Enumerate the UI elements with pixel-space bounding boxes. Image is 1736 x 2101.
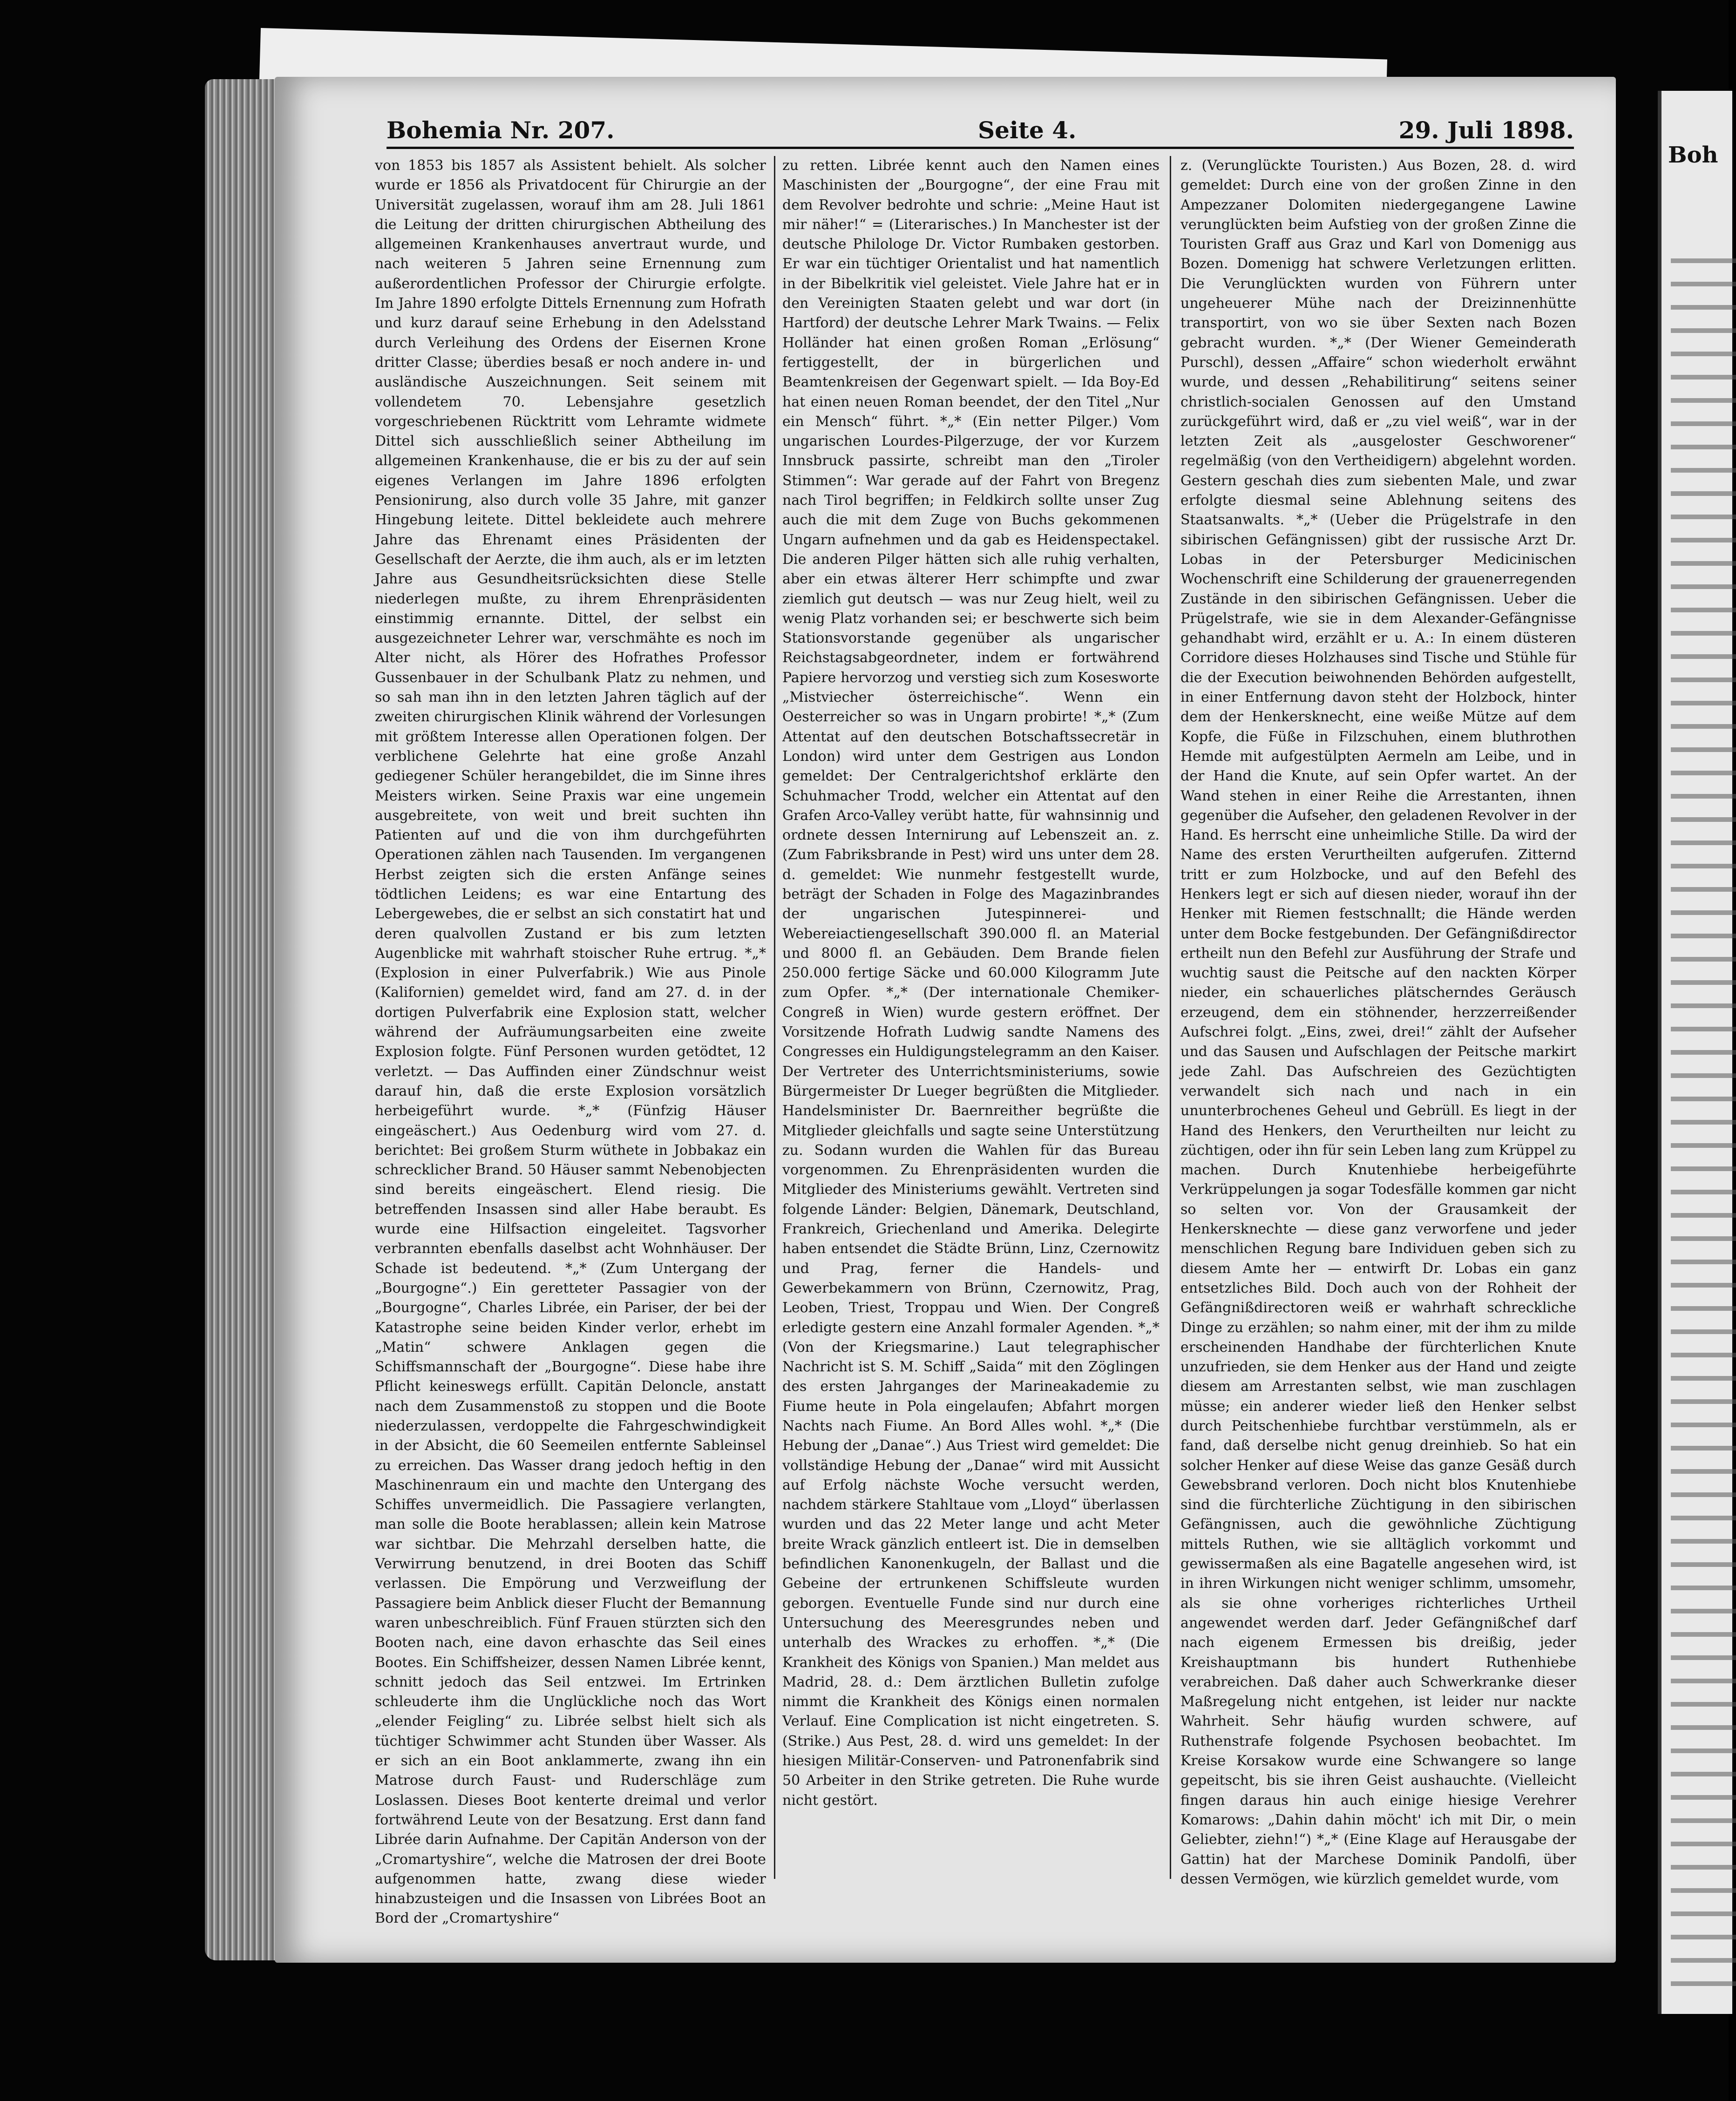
neighbor-page-header: Boh	[1668, 142, 1718, 168]
page-stack-edge	[205, 79, 279, 1960]
column-text: zu retten. Librée kennt auch den Namen eines Maschinisten der „Bourgogne“, der eine Frau mit dem Revolver bedrohte und schrie: „Meine Haut ist mir näher!“ = (Literarisches.) In Manchester ist der deutsche Philologe Dr. Victor Rumbaken gestorben. Er war ein tüchtiger Orientalist und hat namentlich in der Bibelkritik viel geleistet. Viele Jahre hat er in den Vereinigten Staaten gelebt und war dort (in Hartford) der deutsche Lehrer Mark Twains. — Felix Holländer hat einen großen Roman „Erlösung“ fertiggestellt, der in bürgerlichen und Beamtenkreisen der Gegenwart spielt. — Ida Boy-Ed hat einen neuen Roman beendet, der den Titel „Nur ein Mensch“ führt. *„* (Ein netter Pilger.) Vom ungarischen Lourdes-Pilgerzuge, der vor Kurzem Innsbruck passirte, schreibt man den „Tiroler Stimmen“: War gerade auf der Fahrt von Bregenz nach Tirol begriffen; in Feldkirch sollte unser Zug auch die mit dem Zuge von Buchs gekommenen Ungarn aufnehmen und da gab es Heidenspectakel. Die anderen Pilger hätten sich alle ruhig verhalten, aber ein etwas älterer Herr schimpfte und zwar ziemlich gut deutsch — was nur Zeug hielt, weil zu wenig Platz vorhanden sei; er beschwerte sich beim Stationsvorstande gegenüber als ungarischer Reichstagsabgeordneter, indem er fortwährend Papiere hervorzog und verstieg sich zum Kosesworte „Mistviecher österreichische“. Wenn ein Oesterreicher so was in Ungarn probirte! *„* (Zum Attentat auf den deutschen Botschaftssecretär in London) wird unter dem Gestrigen aus London gemeldet: Der Centralgerichtshof erklärte den Schuhmacher Trodd, welcher ein Attentat auf den Grafen Arco-Valley verübt hatte, für wahnsinnig und ordnete dessen Internirung auf Lebenszeit an. z. (Zum Fabriksbrande in Pest) wird uns unter dem 28. d. gemeldet: Wie nunmehr festgestellt wurde, beträgt der Schaden in Folge des Magazinbrandes der ungarischen Jutespinnerei- und Webereiactiengesellschaft 390.000 fl. an Material und 8000 fl. an Gebäuden. Dem Brande fielen 250.000 fertige Säcke und 60.000 Kilogramm Jute zum Opfer. *„* (Der internationale Chemiker-Congreß in Wien) wurde gestern eröffnet. Der Vorsitzende Hofrath Ludwig sandte Namens des Congresses ein Huldigungstelegramm an den Kaiser. Der Vertreter des Unterrichtsministeriums, sowie Bürgermeister Dr Lueger begrüßten die Mitglieder. Handelsminister Dr. Baernreither begrüßte die Mitglieder gleichfalls und sagte seine Unterstützung zu. Sodann wurden die Wahlen für das Bureau vorgenommen. Zu Ehrenpräsidenten wurden die Mitglieder des Ministeriums gewählt. Vertreten sind folgende Länder: Belgien, Dänemark, Deutschland, Frankreich, Griechenland und Amerika. Delegirte haben entsendet die Städte Brünn, Linz, Czernowitz und Prag, ferner die Handels- und Gewerbekammern von Brünn, Czernowitz, Prag, Leoben, Triest, Troppau und Wien. Der Congreß erledigte gestern eine Anzahl formaler Agenden. *„* (Von der Kriegsmarine.) Laut telegraphischer Nachricht ist S. M. Schiff „Saida“ mit den Zöglingen des ersten Jahrganges der Marineakademie zu Fiume heute in Pola eingelaufen; Abfahrt morgen Nachts nach Fiume. An Bord Alles wohl. *„* (Die Hebung der „Danae“.) Aus Triest wird gemeldet: Die vollständige Hebung der „Danae“ wird mit Aussicht auf Erfolg nächste Woche versucht werden, nachdem stärkere Stahltaue vom „Lloyd“ überlassen wurden und das 22 Meter lange und acht Meter breite Wrack gänzlich entleert ist. Die in demselben befindlichen Kanonenkugeln, der Ballast und die Gebeine der ertrunkenen Schiffsleute wurden geborgen. Eventuelle Funde sind nur durch eine Untersuchung des Meeresgrundes neben und unterhalb des Wrackes zu erhoffen. *„* (Die Krankheit des Königs von Spanien.) Man meldet aus Madrid, 28. d.: Dem ärztlichen Bulletin zufolge nimmt die Krankheit des Königs einen normalen Verlauf. Eine Complication ist nicht eingetreten. S. (Strike.) Aus Pest, 28. d. wird uns gemeldet: In der hiesigen Militär-Conserven- und Patronenfabrik sind 50 Arbeiter in den Strike getreten. Die Ruhe wurde nicht gestört.	[782, 157, 1160, 1809]
column-rule	[774, 156, 775, 1879]
text-column-1	[375, 156, 766, 1927]
neighbor-page	[1658, 91, 1732, 2014]
column-text: z. (Verunglückte Touristen.) Aus Bozen, 28. d. wird gemeldet: Durch eine von der großen Zinne in den Ampezzaner Dolomiten niedergegangene Lawine verunglückten beim Aufstieg von der großen Zinne die Touristen Graff aus Graz und Karl von Domenigg aus Bozen. Domenigg hat schwere Verletzungen erlitten. Die Verunglückten wurden von Führern unter ungeheuerer Mühe nach der Dreizinnenhütte transportirt, von wo sie über Sexten nach Bozen gebracht wurden. *„* (Der Wiener Gemeinderath Purschl), dessen „Affaire“ schon wiederholt erwähnt wurde, und dessen „Rehabilitirung“ seitens seiner christlich-socialen Genossen auf den Umstand zurückgeführt wird, daß er „zu viel weiß“, war in der letzten Zeit als „ausgeloster Geschworener“ regelmäßig (von den Vertheidigern) abgelehnt worden. Gestern geschah dies zum siebenten Male, und zwar erfolgte diesmal seine Ablehnung seitens des Staatsanwalts. *„* (Ueber die Prügelstrafe in den sibirischen Gefängnissen) gibt der russische Arzt Dr. Lobas in der Petersburger Medicinischen Wochenschrift eine Schilderung der grauenerregenden Zustände in den sibirischen Gefängnissen. Ueber die Prügelstrafe, wie sie in dem Alexander-Gefängnisse gehandhabt wird, erzählt er u. A.: In einem düsteren Corridore dieses Holzhauses sind Tische und Stühle für die der Execution beiwohnenden Behörden aufgestellt, in einer Entfernung davon steht der Holzbock, hinter dem der Henkersknecht, eine weiße Mütze auf dem Kopfe, die Füße in Filzschuhen, einem bluthrothen Hemde mit aufgestülpten Aermeln am Leibe, und in der Hand die Knute, auf sein Opfer wartet. An der Wand stehen in einer Reihe die Arrestanten, ihnen gegenüber die Aufseher, den geladenen Revolver in der Hand. Es herrscht eine unheimliche Stille. Da wird der Name des ersten Verurtheilten aufgerufen. Zitternd tritt er zum Holzbocke, und auf den Befehl des Henkers legt er sich auf diesen nieder, worauf ihn der Henker mit Riemen festschnallt; die Hände werden unter dem Bocke festgebunden. Der Gefängnißdirector ertheilt nun den Befehl zur Ausführung der Strafe und wuchtig saust die Peitsche auf den nackten Körper nieder, ein schauerliches plätscherndes Geräusch erzeugend, dem ein stöhnender, herzzerreißender Aufschrei folgt. „Eins, zwei, drei!“ zählt der Aufseher und das Sausen und Aufschlagen der Peitsche markirt jede Zahl. Das Aufschreien des Gezüchtigten verwandelt sich nach und nach in ein ununterbrochenes Geheul und Gebrüll. Es liegt in der Hand des Henkers, den Verurtheilten nur leicht zu züchtigen, oder ihn für sein Leben lang zum Krüppel zu machen. Durch Knutenhiebe herbeigeführte Verkrüppelungen ja sogar Todesfälle kommen gar nicht so selten vor. Von der Grausamkeit der Henkersknechte — diese ganz verworfene und jeder menschlichen Regung bare Individuen geben sich zu diesem Amte her — entwirft Dr. Lobas ein ganz entsetzliches Bild. Doch auch von der Rohheit der Gefängnißdirectoren weiß er wahrhaft schreckliche Dinge zu erzählen; so nahm einer, mit der ihm zu milde erscheinenden Handhabe der fürchterlichen Knute unzufrieden, sie dem Henker aus der Hand und zeigte diesem am Arrestanten selbst, wie man zuschlagen müsse; ein anderer wieder ließ den Henker selbst durch Peitschenhiebe furchtbar verstümmeln, als er fand, daß derselbe nicht genug dreinhieb. So hat ein solcher Henker auf diese Weise das ganze Gesäß durch Gewebsbrand verloren. Doch nicht blos Knutenhiebe sind die fürchterliche Züchtigung in den sibirischen Gefängnissen, auch die gewöhnliche Züchtigung mittels Ruthen, wie sie alltäglich vorkommt und gewissermaßen als eine Bagatelle angesehen wird, ist in ihren Wirkungen nicht weniger schlimm, umsomehr, als sie ohne vorheriges richterliches Urtheil angewendet werden darf. Jeder Gefängnißchef darf nach eigenem Ermessen bis dreißig, jeder Kreishauptmann bis hundert Ruthenhiebe verabreichen. Daß daher auch Schwerkranke dieser Maßregelung nicht entgehen, ist leider nur nackte Wahrheit. Sehr häufig wurden schwere, auf Ruthenstrafe folgende Psychosen beobachtet. Im Kreise Korsakow wurde eine Schwangere so lange gepeitscht, bis sie ihren Geist aushauchte. (Vielleicht fingen daraus hin auch einige hiesige Verehrer Komarows: „Dahin dahin möcht' ich mit Dir, o mein Geliebter, ziehn!“) *„* (Eine Klage auf Herausgabe der Gattin) hat der Marchese Dominik Pandolfi, über dessen Vermögen, wie kürzlich gemeldet wurde, vom	[1180, 157, 1576, 1887]
text-column-3	[1180, 156, 1576, 1887]
column-text: von 1853 bis 1857 als Assistent behielt. Als solcher wurde er 1856 als Privatdocent für Chirurgie an der Universität zugelassen, worauf ihm am 28. Juli 1861 die Leitung der dritten chirurgischen Abtheilung des allgemeinen Krankenhauses anvertraut wurde, und nach weiteren 5 Jahren seine Ernennung zum außerordentlichen Professor der Chirurgie erfolgte. Im Jahre 1890 erfolgte Dittels Ernennung zum Hofrath und kurz darauf seine Erhebung in den Adelsstand durch Verleihung des Ordens der Eisernen Krone dritter Classe; überdies besaß er noch andere in- und ausländische Auszeichnungen. Seit seinem mit vollendetem 70. Lebensjahre gesetzlich vorgeschriebenen Rücktritt vom Lehramte widmete Dittel sich ausschließlich seiner Abtheilung im allgemeinen Krankenhause, die er bis zu der auf sein eigenes Verlangen im Jahre 1896 erfolgten Pensionirung, also durch volle 35 Jahre, mit ganzer Hingebung leitete. Dittel bekleidete auch mehrere Jahre das Ehrenamt eines Präsidenten der Gesellschaft der Aerzte, die ihm auch, als er im letzten Jahre aus Gesundheitsrücksichten diese Stelle niederlegen mußte, zu ihrem Ehrenpräsidenten einstimmig ernannte. Dittel, der selbst ein ausgezeichneter Lehrer war, verschmähte es noch im Alter nicht, als Hörer des Hofrathes Professor Gussenbauer in der Schulbank Platz zu nehmen, und so sah man ihn in den letzten Jahren täglich auf der zweiten chirurgischen Klinik während der Vorlesungen mit größtem Interesse allen Operationen folgen. Der verblichene Gelehrte hat eine große Anzahl gediegener Schüler herangebildet, die im Sinne ihres Meisters wirken. Seine Praxis war eine ungemein ausgebreitete, von weit und breit suchten ihn Patienten auf und die von ihm durchgeführten Operationen zählen nach Tausenden. Im vergangenen Herbst zeigten sich die ersten Anfänge seines tödtlichen Leidens; es war eine Entartung des Lebergewebes, die er selbst an sich constatirt hat und deren qualvollen Zustand er bis zum letzten Augenblicke mit wahrhaft stoischer Ruhe ertrug. *„* (Explosion in einer Pulverfabrik.) Wie aus Pinole (Kalifornien) gemeldet wird, fand am 27. d. in der dortigen Pulverfabrik eine Explosion statt, welcher während der Aufräumungsarbeiten eine zweite Explosion folgte. Fünf Personen wurden getödtet, 12 verletzt. — Das Auffinden einer Zündschnur weist darauf hin, daß die erste Explosion vorsätzlich herbeigeführt wurde. *„* (Fünfzig Häuser eingeäschert.) Aus Oedenburg wird vom 27. d. berichtet: Bei großem Sturm wüthete in Jobbakaz ein schrecklicher Brand. 50 Häuser sammt Nebenobjecten sind bereits eingeäschert. Elend riesig. Die betreffenden Insassen sind aller Habe beraubt. Es wurde eine Hilfsaction eingeleitet. Tagsvorher verbrannten ebenfalls daselbst acht Wohnhäuser. Der Schade ist bedeutend. *„* (Zum Untergang der „Bourgogne“.) Ein geretteter Passagier von der „Bourgogne“, Charles Librée, ein Pariser, der bei der Katastrophe seine beiden Kinder verlor, erhebt im „Matin“ schwere Anklagen gegen die Schiffsmannschaft der „Bourgogne“. Diese habe ihre Pflicht keineswegs erfüllt. Capitän Deloncle, anstatt nach dem Zusammenstoß zu stoppen und die Boote niederzulassen, verdoppelte die Fahrgeschwindigkeit in der Absicht, die 60 Seemeilen entfernte Sableinsel zu erreichen. Das Wasser drang jedoch heftig in den Maschinenraum ein und machte den Untergang des Schiffes unvermeidlich. Die Passagiere verlangten, man solle die Boote herablassen; allein kein Matrose war sichtbar. Die Mehrzahl derselben hatte, die Verwirrung benutzend, in drei Booten das Schiff verlassen. Die Empörung und Verzweiflung der Passagiere beim Anblick dieser Flucht der Bemannung waren unbeschreiblich. Fünf Frauen stürzten sich den Booten nach, eine davon erhaschte das Seil eines Bootes. Ein Schiffsheizer, dessen Namen Librée kennt, schnitt jedoch das Seil entzwei. Im Ertrinken schleuderte ihm die Unglückliche noch das Wort „elender Feigling“ zu. Librée selbst hielt sich als tüchtiger Schwimmer acht Stunden über Wasser. Als er sich an ein Boot anklammerte, zwang ihn ein Matrose durch Faust- und Ruderschläge zum Loslassen. Dieses Boot kenterte dreimal und verlor fortwährend Leute von der Besatzung. Erst dann fand Librée darin Aufnahme. Der Capitän Anderson von der „Cromartyshire“, welche die Matrosen der drei Boote aufgenommen hatte, zwang diese wieder hinabzusteigen und die Insassen von Librées Boot an Bord der „Cromartyshire“	[375, 157, 766, 1927]
neighbor-page-text-lines	[1671, 244, 1736, 1995]
page-header	[387, 109, 1574, 149]
newspaper-issue: Bohemia Nr. 207.	[387, 116, 615, 144]
column-rule	[1170, 156, 1171, 1879]
issue-date: 29. Juli 1898.	[1398, 116, 1574, 144]
page-number: Seite 4.	[978, 116, 1077, 144]
text-column-2	[782, 156, 1160, 1879]
